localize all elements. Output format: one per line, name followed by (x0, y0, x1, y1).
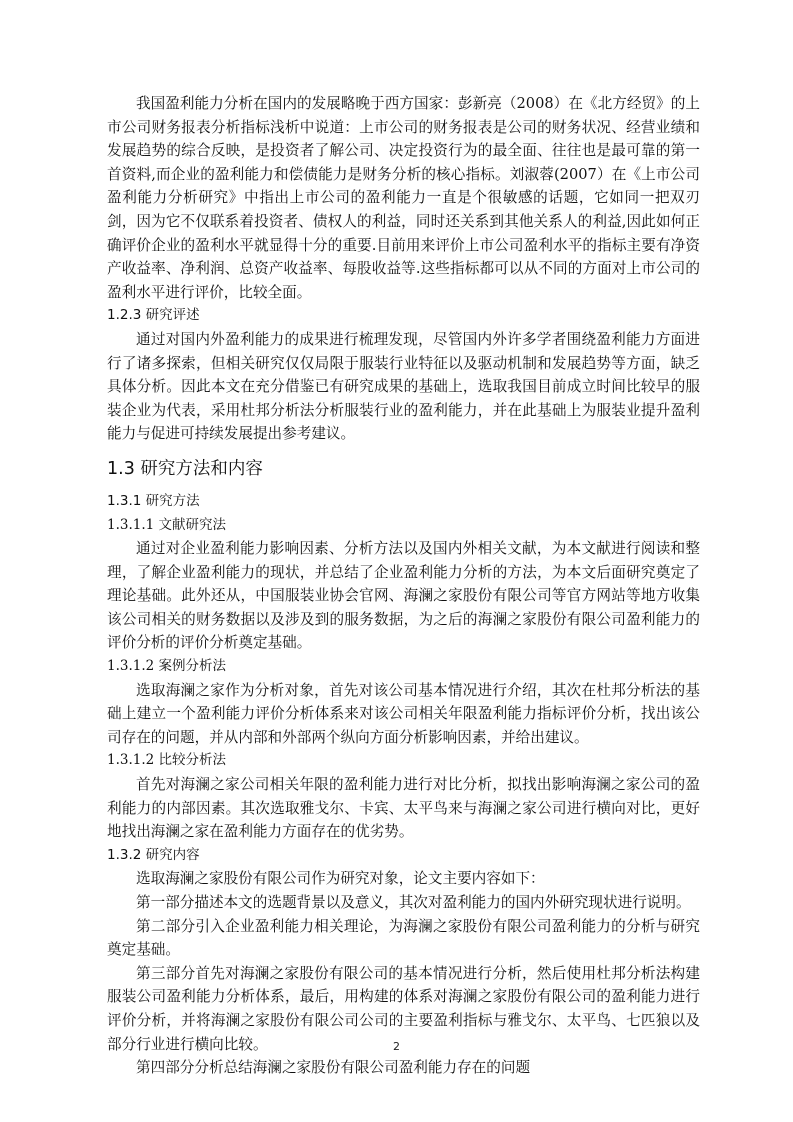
paragraph-part-four: 第四部分分析总结海澜之家股份有限公司盈利能力存在的问题 (136, 1059, 531, 1077)
paragraph-part-one: 第一部分描述本文的选题背景以及意义，其次对盈利能力的国内外研究现状进行说明。 (136, 894, 691, 911)
paragraph-compare-method: 首先对海澜之家公司相关年限的盈利能力进行对比分析，拟找出影响海澜之家公司的盈利能力的内部因素。其次选取雅戈尔、卡宾、太平鸟来与海澜之家公司进行横向对比，更好地找出海澜之家在盈利能力方面存在的优劣势。 (107, 776, 700, 841)
paragraph-case-method: 选取海澜之家作为分析对象，首先对该公司基本情况进行介绍，其次在杜邦分析法的基础上建立一个盈利能力评价分析体系来对该公司相关年限盈利能力指标评价分析，找出该公司存在的问题，并从内部和外部两个纵向方面分析影响因素，并给出建议。 (107, 681, 700, 746)
paragraph-part-two: 第二部分引入企业盈利能力相关理论，为海澜之家股份有限公司盈利能力的分析与研究奠定基础。 (107, 917, 700, 959)
paragraph-part-three: 第三部分首先对海澜之家股份有限公司的基本情况进行分析，然后使用杜邦分析法构建服装公司盈利能力分析体系，最后，用构建的体系对海澜之家股份有限公司的盈利能力进行评价分析，并将海澜之家股份有限公司公司的主要盈利指标与雅戈尔、太平鸟、七匹狼以及部分行业进行横向比较。 (107, 964, 700, 1053)
paragraph-literature-method: 通过对企业盈利能力影响因素、分析方法以及国内外相关文献，为本文献进行阅读和整理，了解企业盈利能力的现状，并总结了企业盈利能力分析的方法，为本文后面研究奠定了理论基础。此外还从，中国服装业协会官网、海澜之家股份有限公司等官方网站等地方收集该公司相关的财务数据以及涉及到的服务数据，为之后的海澜之家股份有限公司盈利能力的评价分析的评价分析奠定基础。 (107, 540, 700, 652)
heading-1-3: 1.3 研究方法和内容 (107, 458, 263, 479)
heading-1-3-1-2-case: 1.3.1.2 案例分析法 (107, 658, 227, 675)
paragraph-content-intro: 选取海澜之家股份有限公司作为研究对象，论文主要内容如下： (136, 870, 545, 888)
heading-1-3-1-2-compare: 1.3.1.2 比较分析法 (107, 752, 227, 769)
paragraph-domestic-research: 我国盈利能力分析在国内的发展略晚于西方国家：彭新亮（2008）在《北方经贸》的上市公司财务报表分析指标浅析中说道：上市公司的财务报表是公司的财务状况、经营业绩和发展趋势的综合反映，是投资者了解公司、决定投资行为的最全面、往往也是最可靠的第一首资料,而企业的盈利能力和偿债能力是财务分析的核心指标。刘淑蓉(2007）在《上市公司盈利能力分析研究》中指出上市公司的盈利能力一直是个很敏感的话题，它如同一把双刃剑，因为它不仅联系着投资者、债权人的利益，同时还关系到其他关系人的利益,因此如何正确评价企业的盈利水平就显得十分的重要.目前用来评价上市公司盈利水平的指标主要有净资产收益率、净利润、总资产收益率、每股收益等.这些指标都可以从不同的方面对上市公司的盈利水平进行评价，比较全面。 (107, 95, 700, 301)
page-number: 2 (393, 1040, 400, 1053)
heading-1-2-3: 1.2.3 研究评述 (107, 307, 200, 324)
paragraph-research-review: 通过对国内外盈利能力的成果进行梳理发现，尽管国内外许多学者围绕盈利能力方面进行了诸多探索，但相关研究仅仅局限于服装行业特征以及驱动机制和发展趋势等方面，缺乏具体分析。因此本文在充分借鉴已有研究成果的基础上，选取我国目前成立时间比较早的服装企业为代表，采用杜邦分析法分析服装行业的盈利能力，并在此基础上为服装业提升盈利能力与促进可持续发展提出参考建议。 (107, 330, 700, 443)
heading-1-3-1: 1.3.1 研究方法 (107, 492, 200, 509)
page-body (107, 92, 700, 1080)
heading-1-3-1-1: 1.3.1.1 文献研究法 (107, 516, 227, 533)
heading-1-3-2: 1.3.2 研究内容 (107, 846, 200, 863)
